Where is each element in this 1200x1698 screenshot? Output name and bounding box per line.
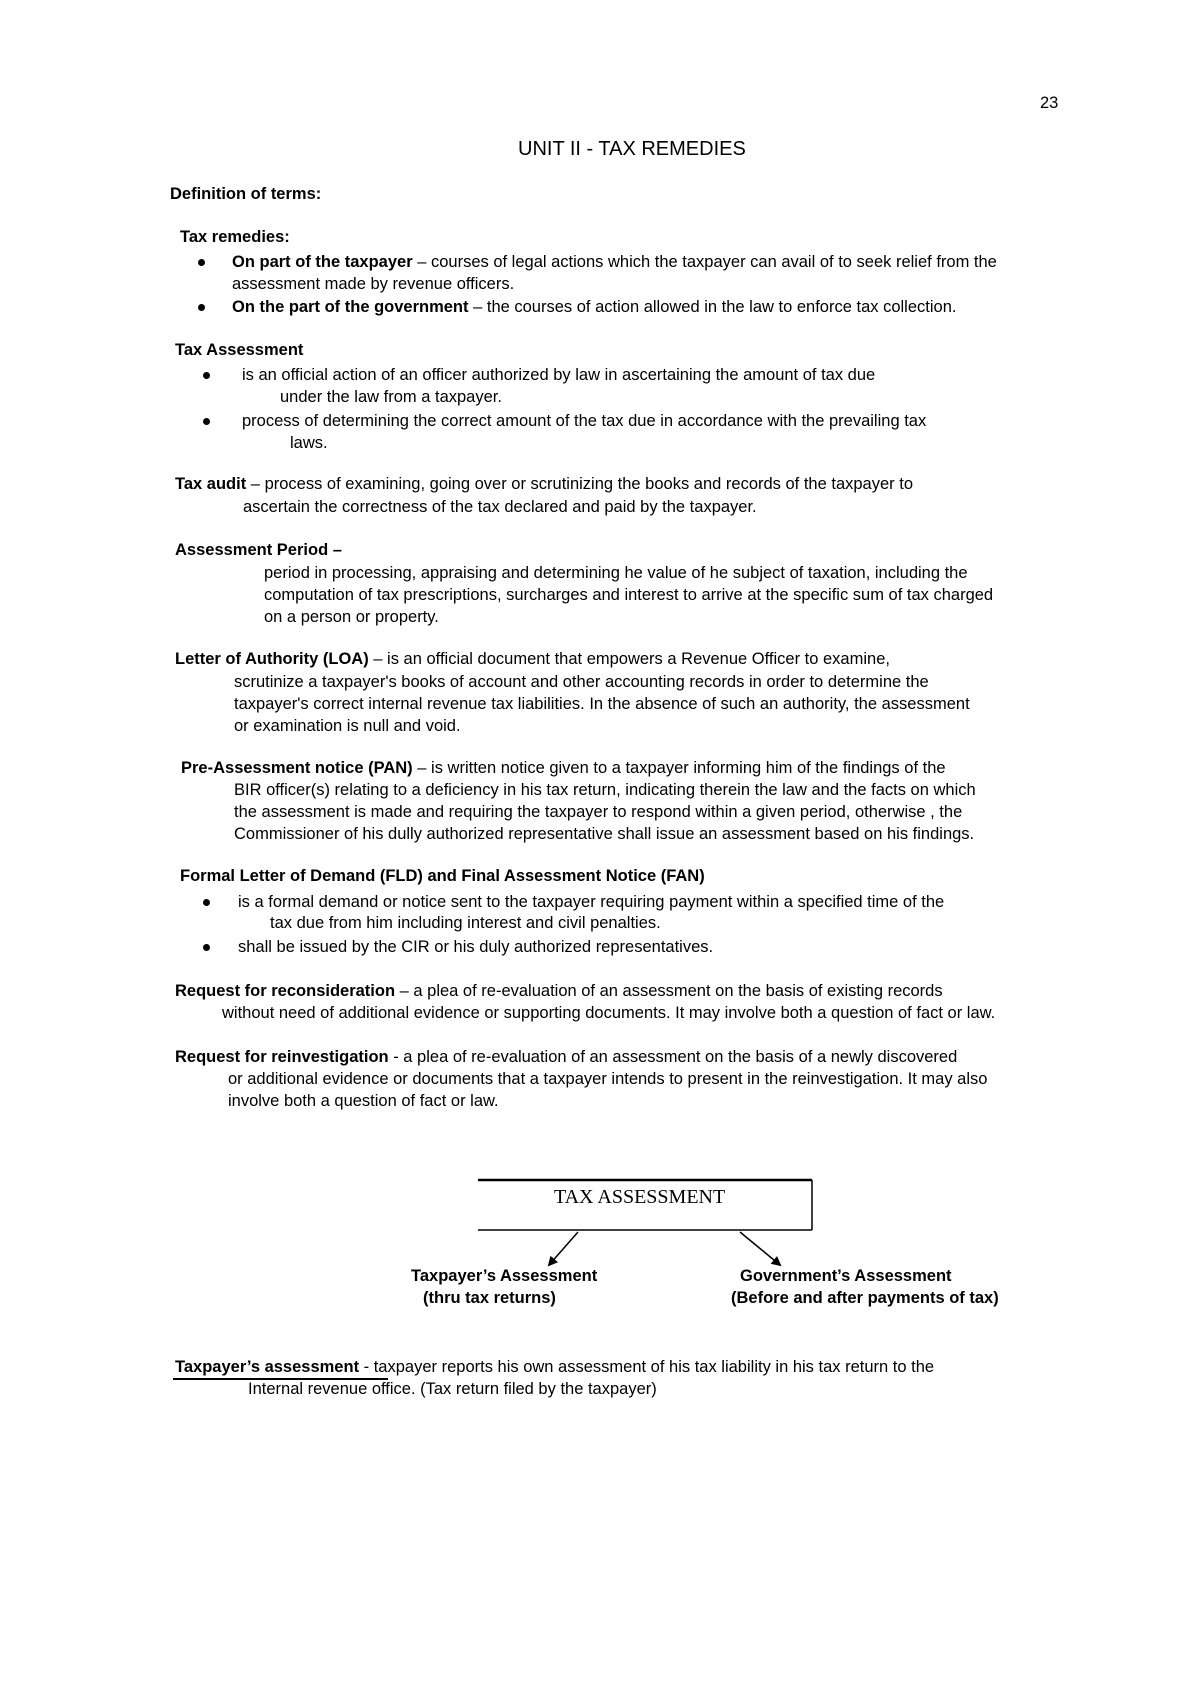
tax-audit-cont: ascertain the correctness of the tax declared and paid by the taxpayer. [243, 498, 757, 516]
diagram-right-label: Government’s Assessment [740, 1267, 952, 1285]
reconsideration-cont: without need of additional evidence or supporting documents. It may involve both a question of fact or law. [222, 1004, 996, 1022]
definition: – the courses of action allowed in the law to enforce tax collection. [468, 298, 957, 316]
tax-assessment-heading: Tax Assessment [175, 341, 304, 359]
fld-item-1: is a formal demand or notice sent to the taxpayer requiring payment within a specified time of the [238, 893, 945, 911]
loa-line-3: taxpayer's correct internal revenue tax liabilities. In the absence of such an authority, the assessment [234, 695, 970, 713]
pan-line-4: Commissioner of his dully authorized representative shall issue an assessment based on his findings. [234, 825, 975, 843]
tax-assessment-item-1: is an official action of an officer authorized by law in ascertaining the amount of tax due [242, 366, 876, 384]
term: Taxpayer’s assessment [175, 1358, 360, 1376]
fld-item-2: shall be issued by the CIR or his duly authorized representatives. [238, 938, 714, 956]
tax-remedies-heading: Tax remedies: [180, 228, 290, 246]
term: Pre-Assessment notice (PAN) [181, 759, 413, 777]
fld-item-1-cont: tax due from him including interest and civil penalties. [270, 914, 661, 932]
loa-line-4: or examination is null and void. [234, 717, 461, 735]
tax-remedies-item-taxpayer-cont: assessment made by revenue officers. [232, 275, 515, 293]
definition: – a plea of re-evaluation of an assessment on the basis of existing records [395, 982, 943, 1000]
reinvestigation-line-3: involve both a question of fact or law. [228, 1092, 499, 1110]
loa-line-2: scrutinize a taxpayer's books of account and other accounting records in order to determine the [234, 673, 929, 691]
diagram-left-label: Taxpayer’s Assessment [411, 1267, 598, 1285]
page-title: UNIT II - TAX REMEDIES [518, 138, 746, 160]
definition: - a plea of re-evaluation of an assessment on the basis of a newly discovered [388, 1048, 958, 1066]
definition: – is written notice given to a taxpayer informing him of the findings of the [412, 759, 946, 777]
definition: – courses of legal actions which the taxpayer can avail of to seek relief from the [412, 253, 997, 271]
pan-line-2: BIR officer(s) relating to a deficiency in his tax return, indicating therein the law and the facts on which [234, 781, 976, 799]
tax-assessment-item-2-cont: laws. [290, 434, 328, 452]
assessment-period-line-3: on a person or property. [264, 608, 439, 626]
tax-assessment-item-2: process of determining the correct amount of the tax due in accordance with the prevailing tax [242, 412, 927, 430]
term: Request for reconsideration [175, 982, 396, 1000]
assessment-period-line-1: period in processing, appraising and determining he value of he subject of taxation, including the [264, 564, 968, 582]
term: On part of the taxpayer [232, 253, 413, 271]
reinvestigation-line-2: or additional evidence or documents that a taxpayer intends to present in the reinvestigation. It may also [228, 1070, 988, 1088]
taxpayers-assessment-cont: Internal revenue office. (Tax return filed by the taxpayer) [248, 1380, 657, 1398]
fld-fan-heading: Formal Letter of Demand (FLD) and Final Assessment Notice (FAN) [180, 867, 705, 885]
term: Letter of Authority (LOA) [175, 650, 369, 668]
assessment-period-line-2: computation of tax prescriptions, surcharges and interest to arrive at the specific sum of tax charged [264, 586, 994, 604]
tax-assessment-item-1-cont: under the law from a taxpayer. [280, 388, 502, 406]
arrow-left [549, 1232, 578, 1265]
diagram-left-sublabel: (thru tax returns) [423, 1289, 556, 1307]
term: Request for reinvestigation [175, 1048, 389, 1066]
diagram-right-sublabel: (Before and after payments of tax) [731, 1289, 999, 1307]
definition: – is an official document that empowers a Revenue Officer to examine, [368, 650, 890, 668]
taxpayers-assessment-definition [175, 1356, 934, 1378]
definition-heading: Definition of terms: [170, 185, 322, 203]
term: Tax audit [175, 475, 247, 493]
assessment-period-heading: Assessment Period – [175, 541, 342, 559]
term: On the part of the government [232, 298, 469, 316]
definition: – process of examining, going over or scrutinizing the books and records of the taxpayer to [246, 475, 914, 493]
definition: - taxpayer reports his own assessment of his tax liability in his tax return to the [359, 1358, 935, 1376]
arrow-right [740, 1232, 780, 1265]
page-number: 23 [1040, 94, 1059, 112]
pan-line-3: the assessment is made and requiring the taxpayer to respond within a given period, otherwise , the [234, 803, 963, 821]
diagram-box-label: TAX ASSESSMENT [554, 1186, 726, 1208]
